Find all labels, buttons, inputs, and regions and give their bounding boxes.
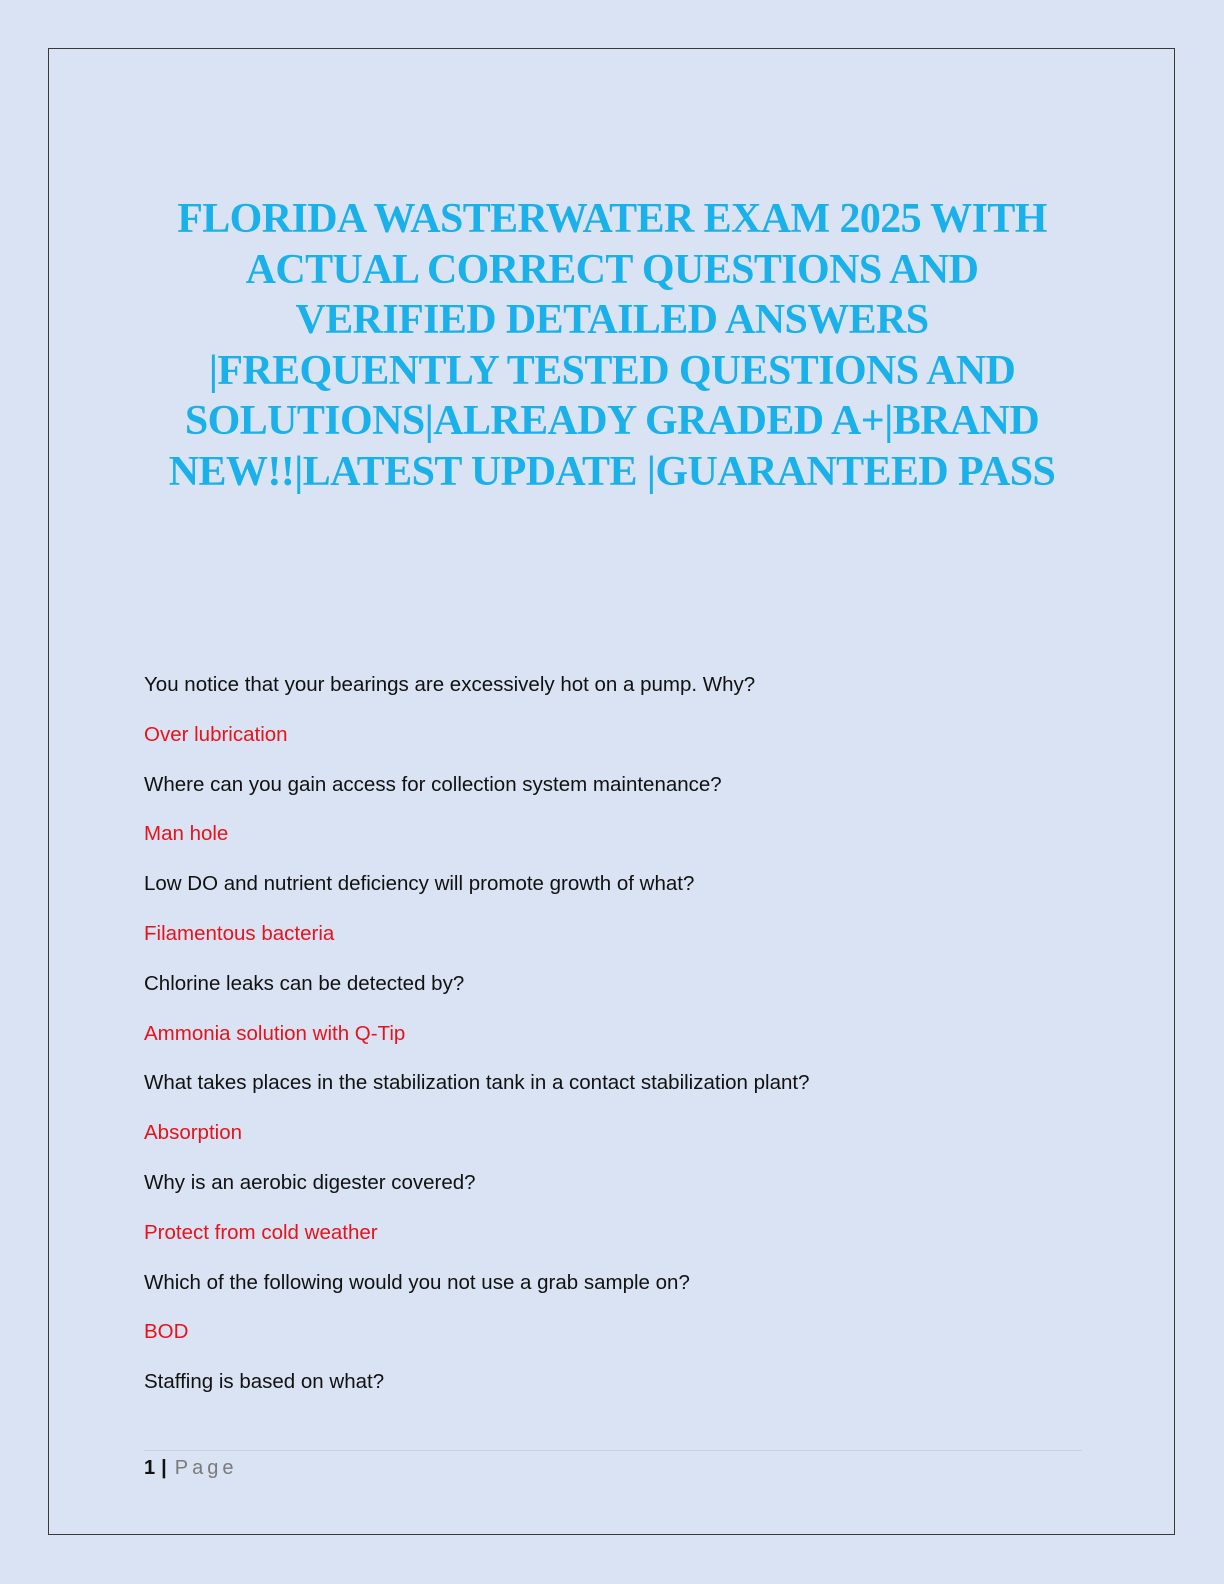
question-text: Staffing is based on what? [144,1370,385,1394]
page-footer [144,1454,237,1482]
question-text: Chlorine leaks can be detected by? [144,971,465,995]
footer-separator: | [161,1457,167,1479]
title-line: NEW!!|LATEST UPDATE |GUARANTEED PASS [168,448,1056,495]
question-text: Which of the following would you not use a grab sample on? [144,1270,690,1294]
title-line: SOLUTIONS|ALREADY GRADED A+|BRAND [184,398,1040,444]
title-line: ACTUAL CORRECT QUESTIONS AND [245,246,979,293]
answer-text: Protect from cold weather [144,1220,378,1244]
page-label: Page [174,1457,238,1479]
title-line: FLORIDA WASTERWATER EXAM 2025 WITH [177,196,1047,242]
document-title [120,194,1104,497]
answer-text: Filamentous bacteria [144,921,335,945]
footer-divider [144,1450,1082,1451]
answer-text: Absorption [144,1121,243,1145]
question-text: You notice that your bearings are excessively hot on a pump. Why? [144,673,756,696]
answer-text: Man hole [144,822,229,846]
title-line: |FREQUENTLY TESTED QUESTIONS AND [208,347,1016,394]
question-text: Why is an aerobic digester covered? [144,1170,476,1194]
question-text: Where can you gain access for collection system maintenance? [144,772,722,796]
page-number: 1 [144,1457,156,1479]
answer-text: Over lubrication [144,722,288,746]
title-line: VERIFIED DETAILED ANSWERS [295,297,929,343]
qa-list [144,670,1084,1417]
answer-text: BOD [144,1320,189,1344]
question-text: Low DO and nutrient deficiency will promote growth of what? [144,872,695,896]
question-text: What takes places in the stabilization tank in a contact stabilization plant? [144,1071,810,1095]
answer-text: Ammonia solution with Q-Tip [144,1021,406,1045]
